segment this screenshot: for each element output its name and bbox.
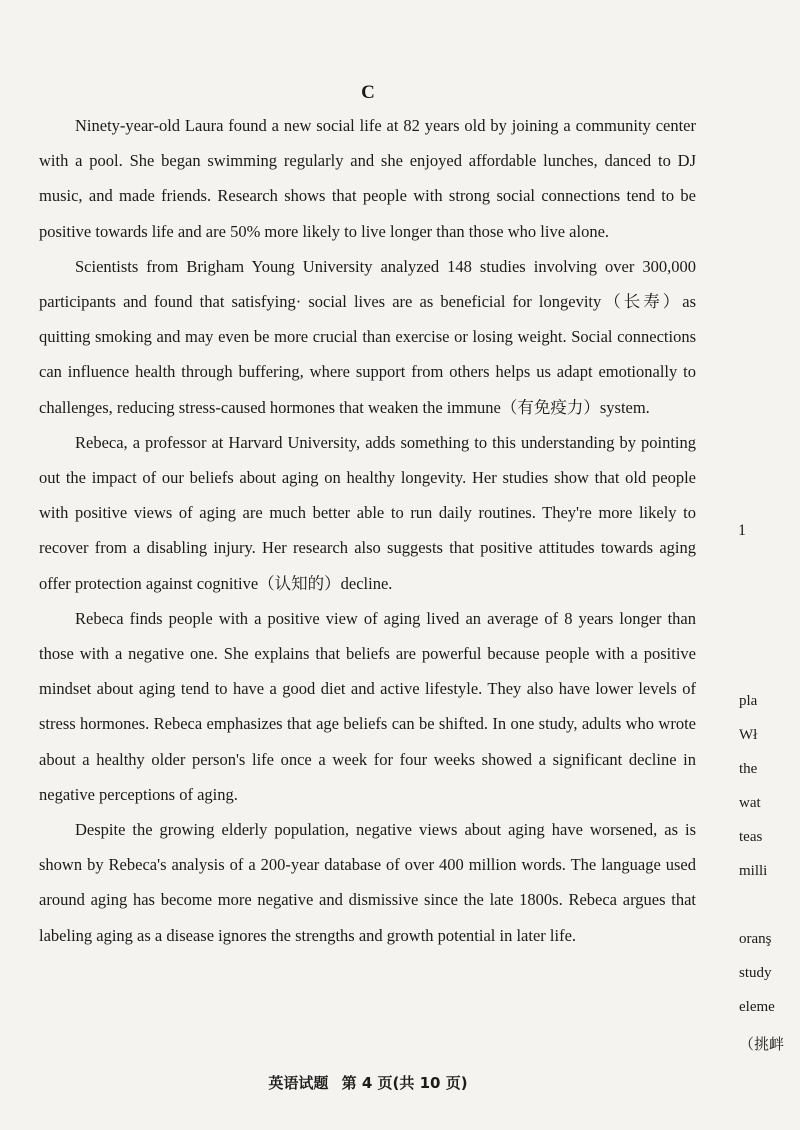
paragraph-3: Rebeca, a professor at Harvard University, adds something to this understanding by pointing out the impact of our beliefs about aging on healthy longevity. Her studies show that old people with positive views of aging are much better able to run daily routines. They're more likely to recover from a disabling injury. Her research also suggests that positive attitudes towards aging offer protection against cognitive（认知的）decline. bbox=[39, 432, 696, 593]
margin-fragment: the bbox=[739, 761, 758, 777]
paragraph-5: Despite the growing elderly population, negative views about aging have worsened, as is shown by Rebeca's analysis of a 200-year database of over 400 million words. The language used around aging has become more negative and dismissive since the late 1800s. Rebeca argues that labeling aging as a disease ignores the strengths and growth potential in later life. bbox=[39, 820, 696, 945]
margin-fragment: oranş bbox=[739, 931, 772, 947]
paragraph-1: Ninety-year-old Laura found a new social life at 82 years old by joining a community center with a pool. She began swimming regularly and she enjoyed affordable lunches, danced to DJ music, and made friends. Research shows that people with strong social connections tend to be positive towards life and are 50% more likely to live longer than those who live alone. bbox=[39, 116, 696, 241]
section-heading: C bbox=[361, 82, 375, 103]
margin-question-number: 1 bbox=[738, 522, 746, 539]
page-footer bbox=[0, 1072, 736, 1093]
paragraph-4: Rebeca finds people with a positive view of aging lived an average of 8 years longer than those with a negative one. She explains that beliefs are powerful because people with a positive mindset about aging tend to have a good diet and active lifestyle. They also have lower levels of stress hormones. Rebeca emphasizes that age beliefs can be shifted. In one study, adults who wrote about a healthy older person's life once a week for four weeks showed a significant decline in negative perceptions of aging. bbox=[39, 608, 696, 804]
margin-fragment: study bbox=[739, 965, 772, 981]
margin-fragment: pla bbox=[739, 693, 758, 709]
margin-fragment: （挑衅 bbox=[739, 1037, 785, 1053]
margin-fragment: wat bbox=[739, 795, 761, 811]
margin-fragment: Wł bbox=[739, 727, 758, 743]
footer-subject: 英语试题 bbox=[268, 1074, 329, 1092]
margin-fragment: eleme bbox=[739, 999, 775, 1015]
passage-body bbox=[39, 108, 696, 953]
paragraph-2: Scientists from Brigham Young University analyzed 148 studies involving over 300,000 participants and found that satisfying· social lives are as beneficial for longevity（长寿）as quitting smoking and may even be more crucial than exercise or losing weight. Social connections can influence health through buffering, where support from others helps us adapt emotionally to challenges, reducing stress-caused hormones that weaken the immune（有免疫力）system. bbox=[39, 256, 696, 417]
margin-fragment: milli bbox=[739, 863, 768, 879]
footer-page-number: 第 4 页(共 10 页) bbox=[341, 1074, 468, 1092]
margin-fragment: teas bbox=[739, 829, 763, 845]
